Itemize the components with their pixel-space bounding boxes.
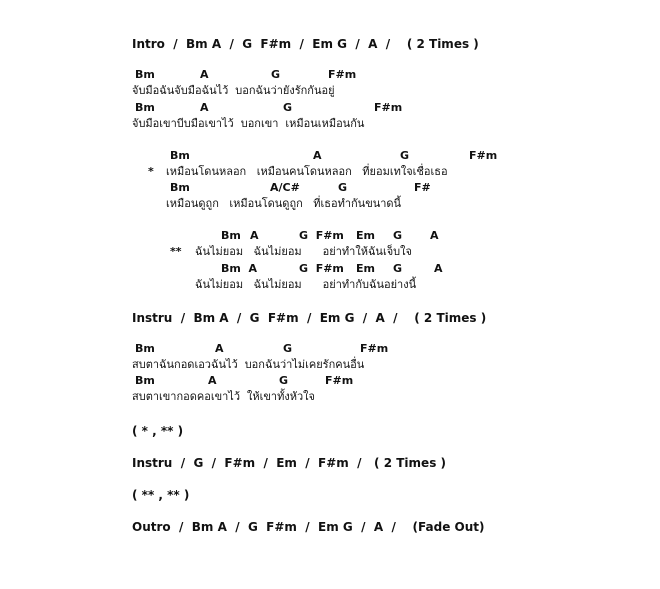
chord: A bbox=[200, 68, 209, 81]
chord: A bbox=[434, 262, 443, 275]
chord: Bm bbox=[135, 374, 155, 387]
chord: G bbox=[393, 229, 403, 242]
lyric-line: จับมือเขาบีบมือเขาไว้ บอกเขา เหมือนเหมือนกัน bbox=[132, 117, 365, 130]
chord: A bbox=[430, 229, 439, 242]
chord: G bbox=[271, 68, 281, 81]
chord: G bbox=[283, 101, 293, 114]
outro-line: Outro / Bm A / G F#m / Em G / A / (Fade Out) bbox=[132, 520, 485, 534]
lyric-line: สบตาฉันกอดเอวฉันไว้ บอกฉันว่าไม่เคยรักคนอื่น bbox=[132, 358, 365, 371]
chord: Em bbox=[356, 229, 375, 242]
chord: A bbox=[313, 149, 322, 162]
lyric-line: สบตาเขากอดคอเขาไว้ ให้เขาทั้งหัวใจ bbox=[132, 390, 315, 403]
lyric-line: ฉันไม่ยอม ฉันไม่ยอม อย่าทำกับฉันอย่างนี้ bbox=[195, 278, 417, 291]
repeat-line: ( * , ** ) bbox=[132, 424, 184, 438]
section-marker: * bbox=[148, 165, 154, 178]
chord: G bbox=[279, 374, 289, 387]
lyric-line: เหมือนดูถูก เหมือนโดนดูถูก ที่เธอทำกันขนาดนี้ bbox=[166, 197, 402, 210]
chord: F# bbox=[414, 181, 431, 194]
chord: A bbox=[208, 374, 217, 387]
chord: Bm A bbox=[221, 262, 258, 275]
chord: G bbox=[400, 149, 410, 162]
chord: Em bbox=[356, 262, 375, 275]
instru-line: Instru / Bm A / G F#m / Em G / A / ( 2 Times ) bbox=[132, 311, 487, 325]
chord: Bm bbox=[135, 342, 155, 355]
chord: F#m bbox=[328, 68, 357, 81]
chord: Bm bbox=[221, 229, 241, 242]
chord: A bbox=[250, 229, 259, 242]
chord: A/C# bbox=[270, 181, 300, 194]
chord: F#m bbox=[325, 374, 354, 387]
chord: A bbox=[215, 342, 224, 355]
lyric-line: ฉันไม่ยอม ฉันไม่ยอม อย่าทำให้ฉันเจ็บใจ bbox=[195, 245, 412, 258]
chord: Bm bbox=[170, 181, 190, 194]
lyric-line: เหมือนโดนหลอก เหมือนคนโดนหลอก ที่ยอมเทใจเชื่อเธอ bbox=[166, 165, 448, 178]
section-marker: ** bbox=[170, 245, 182, 258]
chord: Bm bbox=[170, 149, 190, 162]
chord: Bm bbox=[135, 101, 155, 114]
repeat-line: ( ** , ** ) bbox=[132, 488, 190, 502]
chord: F#m bbox=[374, 101, 403, 114]
chord: G F#m bbox=[299, 262, 344, 275]
chord: F#m bbox=[360, 342, 389, 355]
chord: Bm bbox=[135, 68, 155, 81]
chord: G bbox=[393, 262, 403, 275]
chord: A bbox=[200, 101, 209, 114]
chord: G bbox=[338, 181, 348, 194]
chord: G bbox=[283, 342, 293, 355]
chord: F#m bbox=[469, 149, 498, 162]
chord: G F#m bbox=[299, 229, 344, 242]
instru-line: Instru / G / F#m / Em / F#m / ( 2 Times ) bbox=[132, 456, 446, 470]
intro-line: Intro / Bm A / G F#m / Em G / A / ( 2 Times ) bbox=[132, 37, 479, 51]
lyric-line: จับมือฉันจับมือฉันไว้ บอกฉันว่ายังรักกันอยู่ bbox=[132, 84, 335, 97]
